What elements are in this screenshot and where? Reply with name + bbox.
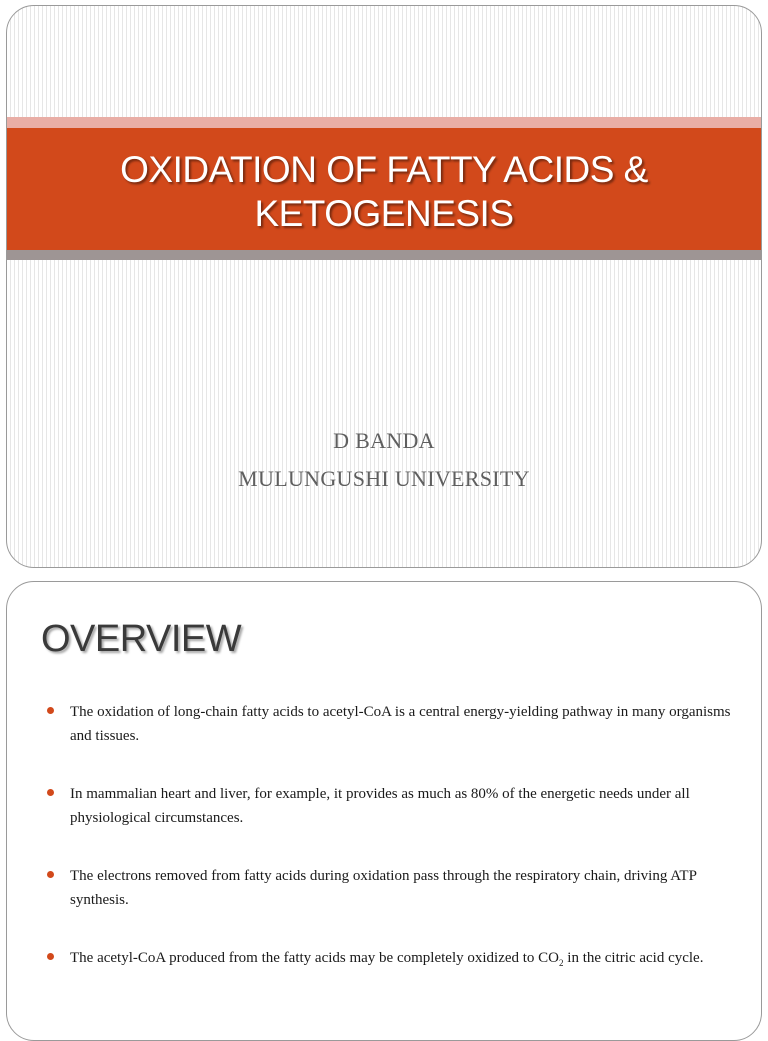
bullet-dot-icon [47, 789, 54, 796]
title-band [7, 128, 761, 250]
institution-name: MULUNGUSHI UNIVERSITY [238, 466, 530, 491]
bullet-item [43, 864, 733, 946]
bullet-dot-icon [47, 953, 54, 960]
bullet-dot-icon [47, 707, 54, 714]
slide-title-line-2: KETOGENESIS [254, 193, 514, 234]
bullet-item [43, 700, 733, 782]
slide-title [120, 148, 648, 236]
bullet-item [43, 782, 733, 864]
bullet-dot-icon [47, 871, 54, 878]
bullet-list [43, 700, 733, 1028]
bullet-text: In mammalian heart and liver, for example, it provides as much as 80% of the energetic needs under all physiological circumstances. [70, 786, 690, 826]
bullet-text [70, 950, 703, 966]
author-name: D BANDA [333, 428, 435, 453]
bullet-text-part: in the citric acid cycle. [563, 950, 704, 966]
title-accent-band [7, 117, 761, 128]
slide-title-line-1: OXIDATION OF FATTY ACIDS & [120, 149, 648, 190]
bullet-text: The electrons removed from fatty acids during oxidation pass through the respiratory chain, driving ATP synthesis. [70, 868, 697, 908]
slide-subtitle [7, 422, 761, 498]
subscript-two: 2 [559, 958, 564, 968]
bullet-item [43, 946, 733, 1028]
bullet-text: The oxidation of long-chain fatty acids to acetyl-CoA is a central energy-yielding pathway in many organisms and tissues. [70, 704, 731, 744]
overview-slide [6, 581, 762, 1041]
overview-heading: OVERVIEW [41, 618, 242, 660]
title-slide [6, 5, 762, 568]
bullet-text-part: The acetyl-CoA produced from the fatty acids may be completely oxidized to CO [70, 950, 560, 966]
title-shadow-band [7, 250, 761, 260]
